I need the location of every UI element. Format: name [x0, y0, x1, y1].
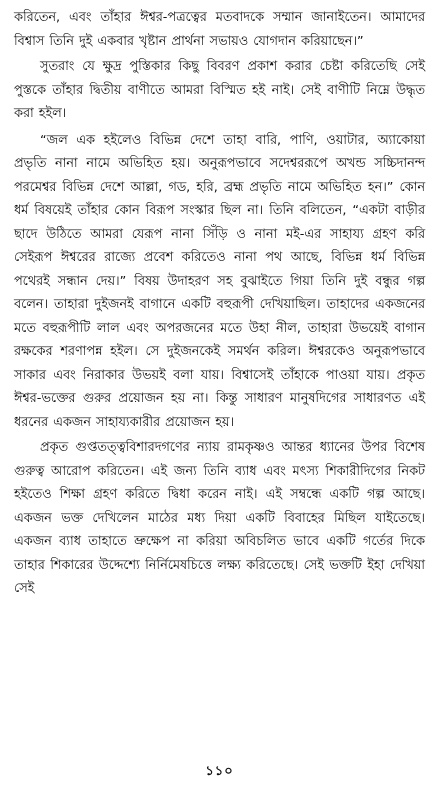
paragraph-3: “জল এক হইলেও বিভিন্ন দেশে তাহা বারি, পাণি, ওয়াটার, অ্যাকোয়া প্রভৃতি নানা নামে অভিহিত হয়। অনুরূপভাবে সদেশ্বররূপে অখন্ড সচ্চিদানন্দ পরমেশ্বর বিভিন্ন দেশে আল্লা, গড, হরি, ব্রহ্ম প্রভৃতি নামে অভিহিত হন।” কোন ধর্ম বিষয়েই তাঁহার কোন বিরূপ সংস্কার ছিল না। তিনি বলিতেন, “একটা বাড়ীর ছাদে উঠিতে আমরা যেরূপ নানা সিঁড়ি ও নানা মই-এর সাহায্য গ্রহণ করি সেইরূপ ঈশ্বরের রাজ্যে প্রবেশ করিতেও নানা পথ আছে, বিভিন্ন ধর্ম বিভিন্ন পথেরই সন্ধান দেয়।” বিষয় উদাহরণ সহ বুঝাইতে গিয়া তিনি দুই বন্ধুর গল্প বলেন। তাহারা দুইজনই বাগানে একটি বহুরূপী দেখিয়াছিল। তাহাদের একজনের মতে বহুরূপীটি লাল এবং অপরজনের মতে উহা নীল, তাহারা উভয়েই বাগান রক্ষকের শরণাপন্ন হইল। সে দুইজনকেই সমর্থন করিল। ঈশ্বরকেও অনুরূপভাবে সাকার এবং নিরাকার উভয়ই বলা যায়। বিশ্বাসেই তাঁহাকে পাওয়া যায়। প্রকৃত ঈশ্বর-ভক্তের গুরুর প্রয়োজন হয় না। কিন্তু সাধারণ মানুষদিগের সাধারণত এই ধরনের একজন সাহায্যকারীর প্রয়োজন হয়। [14, 132, 425, 430]
page-number: ১১০ [205, 764, 234, 779]
paragraph-2: সুতরাং যে ক্ষুদ্র পুস্তিকার কিছু বিবরণ প্রকাশ করার চেষ্টা করিতেছি সেই পুস্তকে তাঁহার দ্বিতীয় বাণীতে আমরা বিস্মিত হই নাই। সেই বাণীটি নিম্নে উদ্ধৃত করা হইল। [14, 59, 425, 121]
paragraph-1: করিতেন, এবং তাঁহার ঈশ্বর-পত্রত্বের মতবাদকে সম্মান জানাইতেন। আমাদের বিশ্বাস তিনি দুই একবার খৃষ্টান প্রার্থনা সভায়ও যোগদান করিয়াছেন।” [14, 10, 425, 49]
paragraph-4: প্রকৃত গুপ্ততত্ত্ববিশারদগণের ন্যায় রামকৃষ্ণও আন্তর ধ্যানের উপর বিশেষ গুরুত্ব আরোপ করিতেন। এই জন্য তিনি ব্যাধ এবং মৎস্য শিকারীদিগের নিকট হইতেও শিক্ষা গ্রহণ করিতে দ্বিধা করেন নাই। এই সম্বন্ধে একটি গল্প আছে। একজন ভক্ত দেখিলেন মাঠের মধ্য দিয়া একটি বিবাহের মিছিল যাইতেছে। একজন ব্যাধ তাহাতে ভ্রুক্ষেপ না করিয়া অবিচলিত ভাবে একটি গর্তের দিকে তাহার শিকারের উদ্দেশ্যে নির্নিমেষচিত্তে লক্ষ্য করিতেছে। সেই ভক্তটি ইহা দেখিয়া সেই [14, 440, 425, 596]
